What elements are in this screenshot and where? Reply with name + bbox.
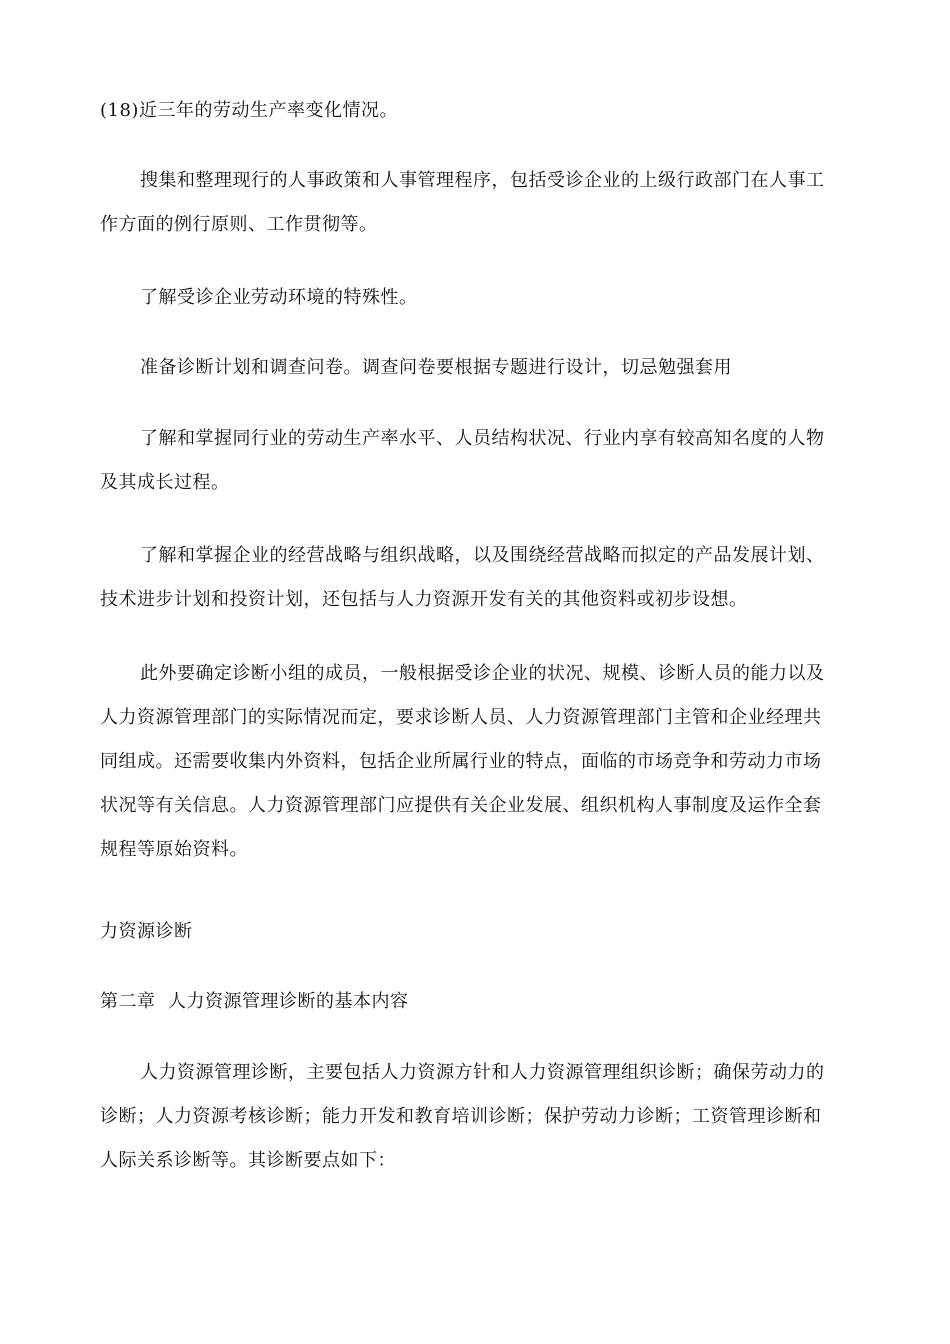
paragraph-item-18 <box>100 89 852 133</box>
text-line: (18)近三年的劳动生产率变化情况。 <box>100 100 398 121</box>
text-line: 诊断；人力资源考核诊断；能力开发和教育培训诊断；保护劳动力诊断；工资管理诊断和 <box>100 1106 822 1127</box>
paragraph-plan-questionnaire <box>100 346 852 390</box>
section-label <box>100 910 852 954</box>
paragraph-collect-policies <box>100 159 852 247</box>
text-line: 技术进步计划和投资计划，还包括与人力资源开发有关的其他资料或初步设想。 <box>100 589 748 610</box>
paragraph-industry-level <box>100 417 852 505</box>
text-line: 第二章 人力资源管理诊断的基本内容 <box>100 991 409 1012</box>
paragraph-environment <box>100 276 852 320</box>
text-line: 了解和掌握同行业的劳动生产率水平、人员结构状况、行业内享有较高知名度的人物 <box>140 428 825 449</box>
text-line: 准备诊断计划和调查问卷。调查问卷要根据专题进行设计，切忌勉强套用 <box>140 357 732 378</box>
paragraph-strategy <box>100 534 852 622</box>
text-line: 规程等原始资料。 <box>100 839 248 860</box>
text-line: 人力资源管理部门的实际情况而定，要求诊断人员、人力资源管理部门主管和企业经理共 <box>100 707 822 728</box>
text-line: 作方面的例行原则、工作贯彻等。 <box>100 214 378 235</box>
chapter-heading <box>100 980 852 1024</box>
text-line: 搜集和整理现行的人事政策和人事管理程序，包括受诊企业的上级行政部门在人事工 <box>140 170 825 191</box>
text-line: 人际关系诊断等。其诊断要点如下： <box>100 1150 396 1171</box>
text-line: 同组成。还需要收集内外资料，包括企业所属行业的特点，面临的市场竞争和劳动力市场 <box>100 751 822 772</box>
text-line: 力资源诊断 <box>100 921 193 942</box>
paragraph-basic-content <box>100 1051 852 1183</box>
text-line: 状况等有关信息。人力资源管理部门应提供有关企业发展、组织机构人事制度及运作全套 <box>100 795 822 816</box>
text-line: 人力资源管理诊断，主要包括人力资源方针和人力资源管理组织诊断；确保劳动力的 <box>140 1062 825 1083</box>
text-line: 及其成长过程。 <box>100 472 230 493</box>
text-line: 了解受诊企业劳动环境的特殊性。 <box>140 287 418 308</box>
text-line: 了解和掌握企业的经营战略与组织战略，以及围绕经营战略而拟定的产品发展计划、 <box>140 545 825 566</box>
paragraph-team-members <box>100 652 852 872</box>
text-line: 此外要确定诊断小组的成员，一般根据受诊企业的状况、规模、诊断人员的能力以及 <box>140 663 825 684</box>
